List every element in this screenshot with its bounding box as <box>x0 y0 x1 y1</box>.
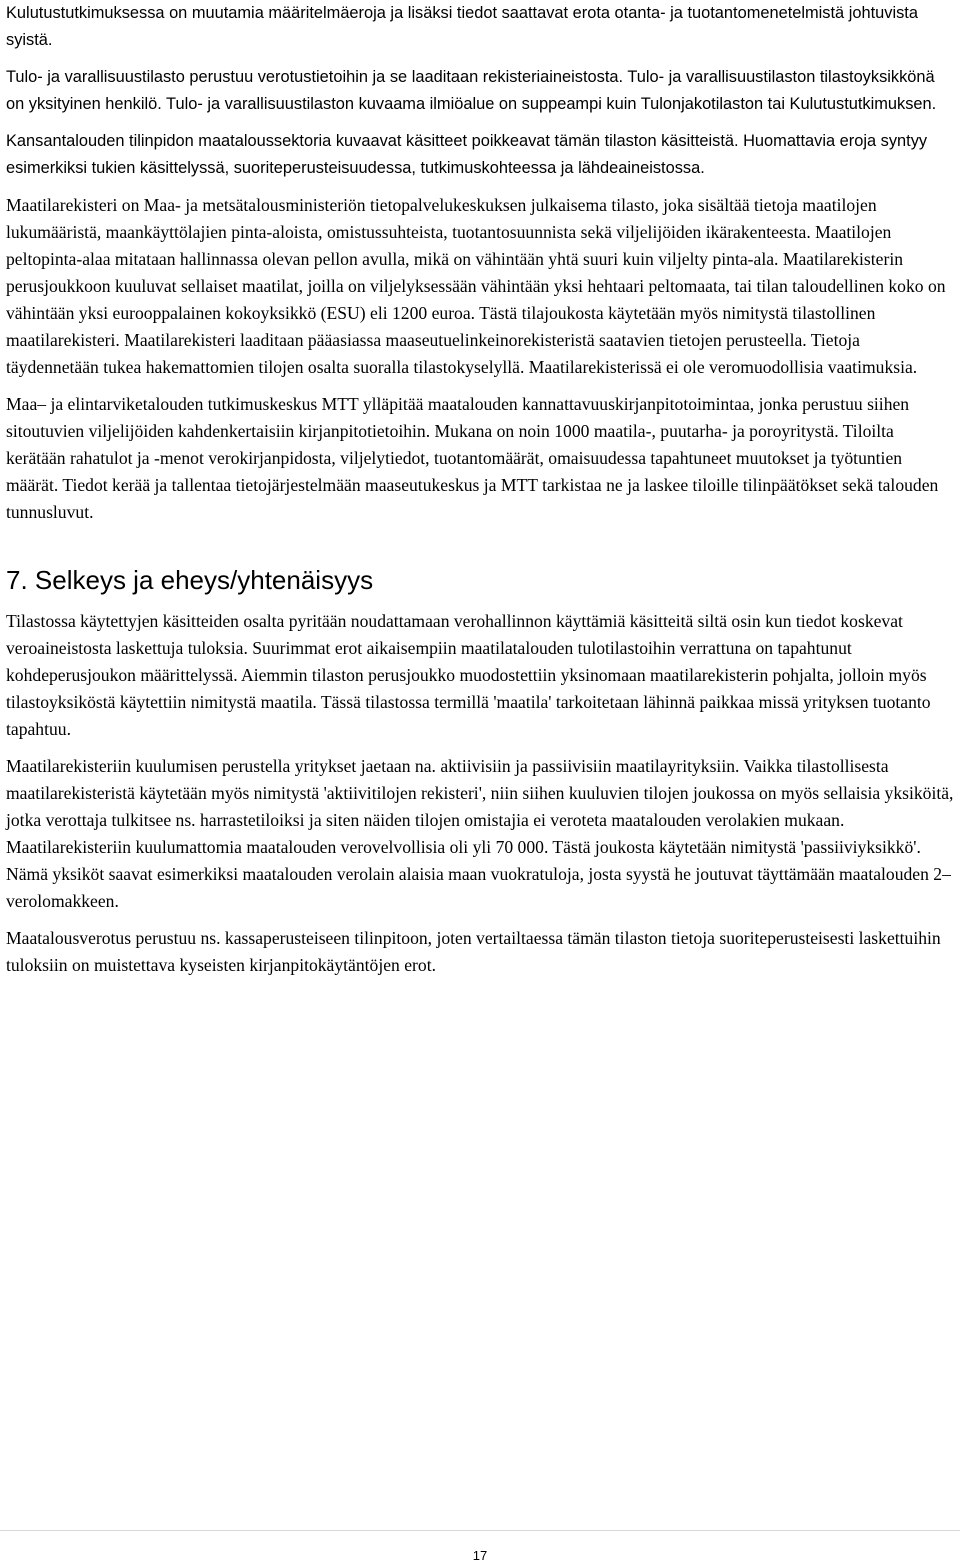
paragraph-kansantalouden-tilinpito: Kansantalouden tilinpidon maataloussektoria kuvaavat käsitteet poikkeavat tämän tilaston käsitteistä. Huomattavia eroja syntyy esimerkiksi tukien käsittelyssä, suoriteperusteisuudessa, tutkimuskohteessa ja lähdeaineistossa. <box>6 132 928 177</box>
paragraph-maatalousverotus: Maatalousverotus perustuu ns. kassaperusteiseen tilinpitoon, joten vertailtaessa tämän tilaston tietoja suoriteperusteisesti laskettuihin tuloksiin on muistettava kyseisten kirjanpitokäytäntöjen erot. <box>6 928 941 975</box>
paragraph-kulutustutkimus: Kulutustutkimuksessa on muutamia määritelmäeroja ja lisäksi tiedot saattavat erota otanta- ja tuotantomenetelmistä johtuvista syistä. <box>6 4 918 49</box>
paragraph-tulo-ja-varallisuustilasto: Tulo- ja varallisuustilasto perustuu verotustietoihin ja se laaditaan rekisteriaineistosta. Tulo- ja varallisuustilaston tilastoyksikkönä on yksityinen henkilö. Tulo- ja varallisuustilaston kuvaama ilmiöalue on suppeampi kuin Tulonjakotilaston tai Kulutustutkimuksen. <box>6 68 937 113</box>
paragraph-maatilarekisteri: Maatilarekisteri on Maa- ja metsätalousministeriön tietopalvelukeskuksen julkaisema tilasto, joka sisältää tietoja maatilojen lukumääristä, maankäyttölajien pinta-aloista, omistussuhteista, tuotantosuunnista sekä viljelijöiden ikärakenteesta. Maatilojen peltopinta-alaa mitataan hallinnassa olevan pellon avulla, mikä on vähintään yhtä suuri kuin viljelty pinta-ala. Maatilarekisterin perusjoukkoon kuuluvat sellaiset maatilat, joilla on viljelyksessään vähintään yksi hehtaari peltomaata, tai tilan taloudellinen koko on vähintään yksi eurooppalainen kokoyksikkö (ESU) eli 1200 euroa. Tästä tilajoukosta käytetään myös nimitystä tilastollinen maatilarekisteri. Maatilarekisteri laaditaan pääasiassa maaseutuelinkeinorekisteristä saatavien tietojen perusteella. Tietoja täydennetään tukea hakemattomien tilojen osalta suoralla tilastokyselyllä. Maatilarekisterissä ei ole veromuodollisia vaatimuksia. <box>6 195 946 377</box>
section-heading: 7. Selkeys ja eheys/yhtenäisyys <box>6 565 374 595</box>
footer-divider <box>0 1530 960 1531</box>
paragraph-aktiiviset-passiiviset: Maatilarekisteriin kuulumisen perustella yritykset jaetaan na. aktiivisiin ja passiivisiin maatilayrityksiin. Vaikka tilastollisesta maatilarekisteristä käytetään myös nimitystä 'aktiivitilojen rekisteri', niin siihen kuuluvien tilojen joukossa on myös sellaisia yksiköitä, jotka verottaja tulkitsee ns. harrastetiloiksi ja siten näiden tilojen omistajia ei veroteta maatalouden verolakien mukaan. Maatilarekisteriin kuulumattomia maatalouden verovelvollisia oli yli 70 000. Tästä joukosta käytetään nimitystä 'passiiviyksikkö'. Nämä yksiköt saavat esimerkiksi maatalouden verolain alaisia maan vuokratuloja, josta syystä he joutuvat täyttämään maatalouden 2–verolomakkeen. <box>6 756 954 911</box>
paragraph-kasitteet: Tilastossa käytettyjen käsitteiden osalta pyritään noudattamaan verohallinnon käyttämiä käsitteitä siltä osin kun tiedot koskevat veroaineistosta laskettuja tuloksia. Suurimmat erot aikaisempiin maatilatalouden tulotilastoihin verrattuna on tapahtunut kohdeperusjoukon määrittelyssä. Aiemmin tilaston perusjoukko muodostettiin yksinomaan maatilarekisterin pohjalta, jolloin myös tilastoyksiköstä käytettiin nimitystä maatila. Tässä tilastossa termillä 'maatila' tarkoitetaan lähinnä paikkaa missä yrityksen tuotanto tapahtuu. <box>6 611 931 739</box>
paragraph-mtt-kirjanpito: Maa– ja elintarviketalouden tutkimuskeskus MTT ylläpitää maatalouden kannattavuuskirjanpitotoimintaa, jonka perustuu siihen sitoutuvien viljelijöiden kahdenkertaisiin kirjanpitotietoihin. Mukana on noin 1000 maatila-, puutarha- ja poroyritystä. Tiloilta kerätään rahatulot ja -menot verokirjanpidosta, viljelytiedot, tuotantomäärät, omaisuudessa tapahtuneet muutokset ja työtuntien määrät. Tiedot kerää ja tallentaa tietojärjestelmään maaseutukeskus ja MTT tarkistaa ne ja laskee tiloille tilinpäätökset sekä talouden tunnusluvut. <box>6 394 939 522</box>
page-number: 17 <box>472 1548 488 1563</box>
document-page <box>6 0 956 979</box>
